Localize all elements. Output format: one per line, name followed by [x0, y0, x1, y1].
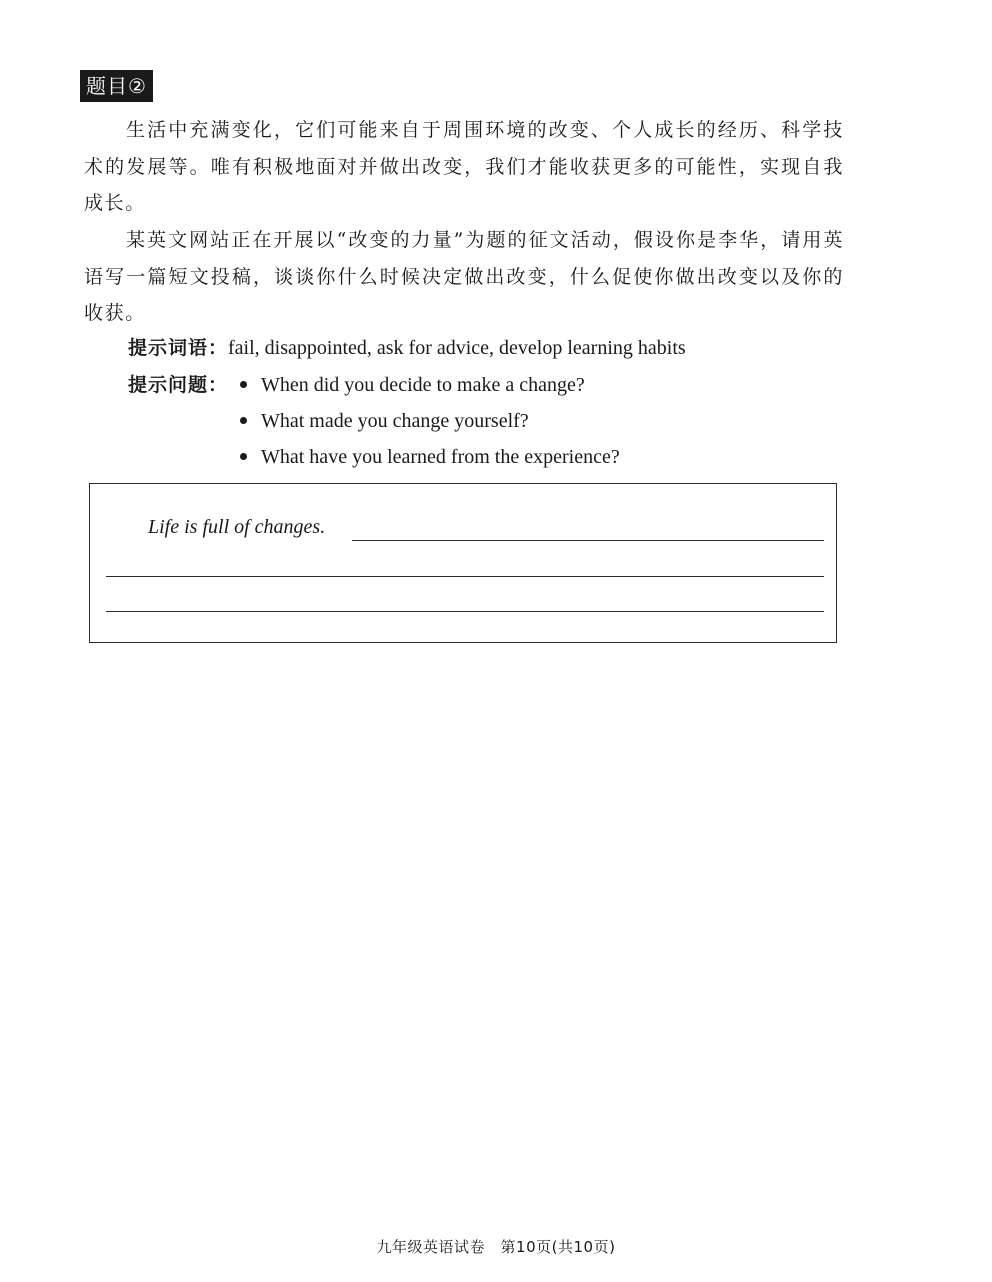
page-footer: 九年级英语试卷 第10页(共10页): [376, 1238, 616, 1256]
list-item: [240, 406, 620, 442]
hint-words: fail, disappointed, ask for advice, develop learning habits: [228, 337, 686, 359]
bullet-icon: [240, 453, 247, 460]
question-number-badge: 题目②: [80, 70, 153, 102]
answer-box[interactable]: [89, 483, 837, 643]
hint-words-label: 提示词语：: [128, 337, 229, 359]
bullet-icon: [240, 381, 247, 388]
task-paragraph: 某英文网站正在开展以“改变的力量”为题的征文活动，假设你是李华，请用英语写一篇短文投稿，谈谈你什么时候决定做出改变，什么促使你做出改变以及你的收获。: [84, 229, 844, 324]
hint-questions-label: 提示问题：: [128, 374, 229, 396]
writing-line[interactable]: [106, 611, 824, 612]
hint-question-text: What made you change yourself?: [261, 410, 529, 432]
list-item: [240, 370, 620, 406]
bullet-icon: [240, 417, 247, 424]
intro-paragraph: 生活中充满变化，它们可能来自于周围环境的改变、个人成长的经历、科学技术的发展等。唯有积极地面对并做出改变，我们才能收获更多的可能性，实现自我成长。: [84, 119, 844, 214]
list-item: [240, 442, 620, 478]
hint-question-text: When did you decide to make a change?: [261, 374, 585, 396]
hint-questions-row: [128, 370, 228, 400]
hint-words-row: [128, 333, 686, 363]
writing-line[interactable]: [352, 540, 824, 541]
writing-line[interactable]: [106, 576, 824, 577]
hint-question-text: What have you learned from the experience?: [261, 446, 620, 468]
opening-sentence: Life is full of changes.: [148, 516, 326, 538]
hint-questions-list: [240, 370, 620, 478]
